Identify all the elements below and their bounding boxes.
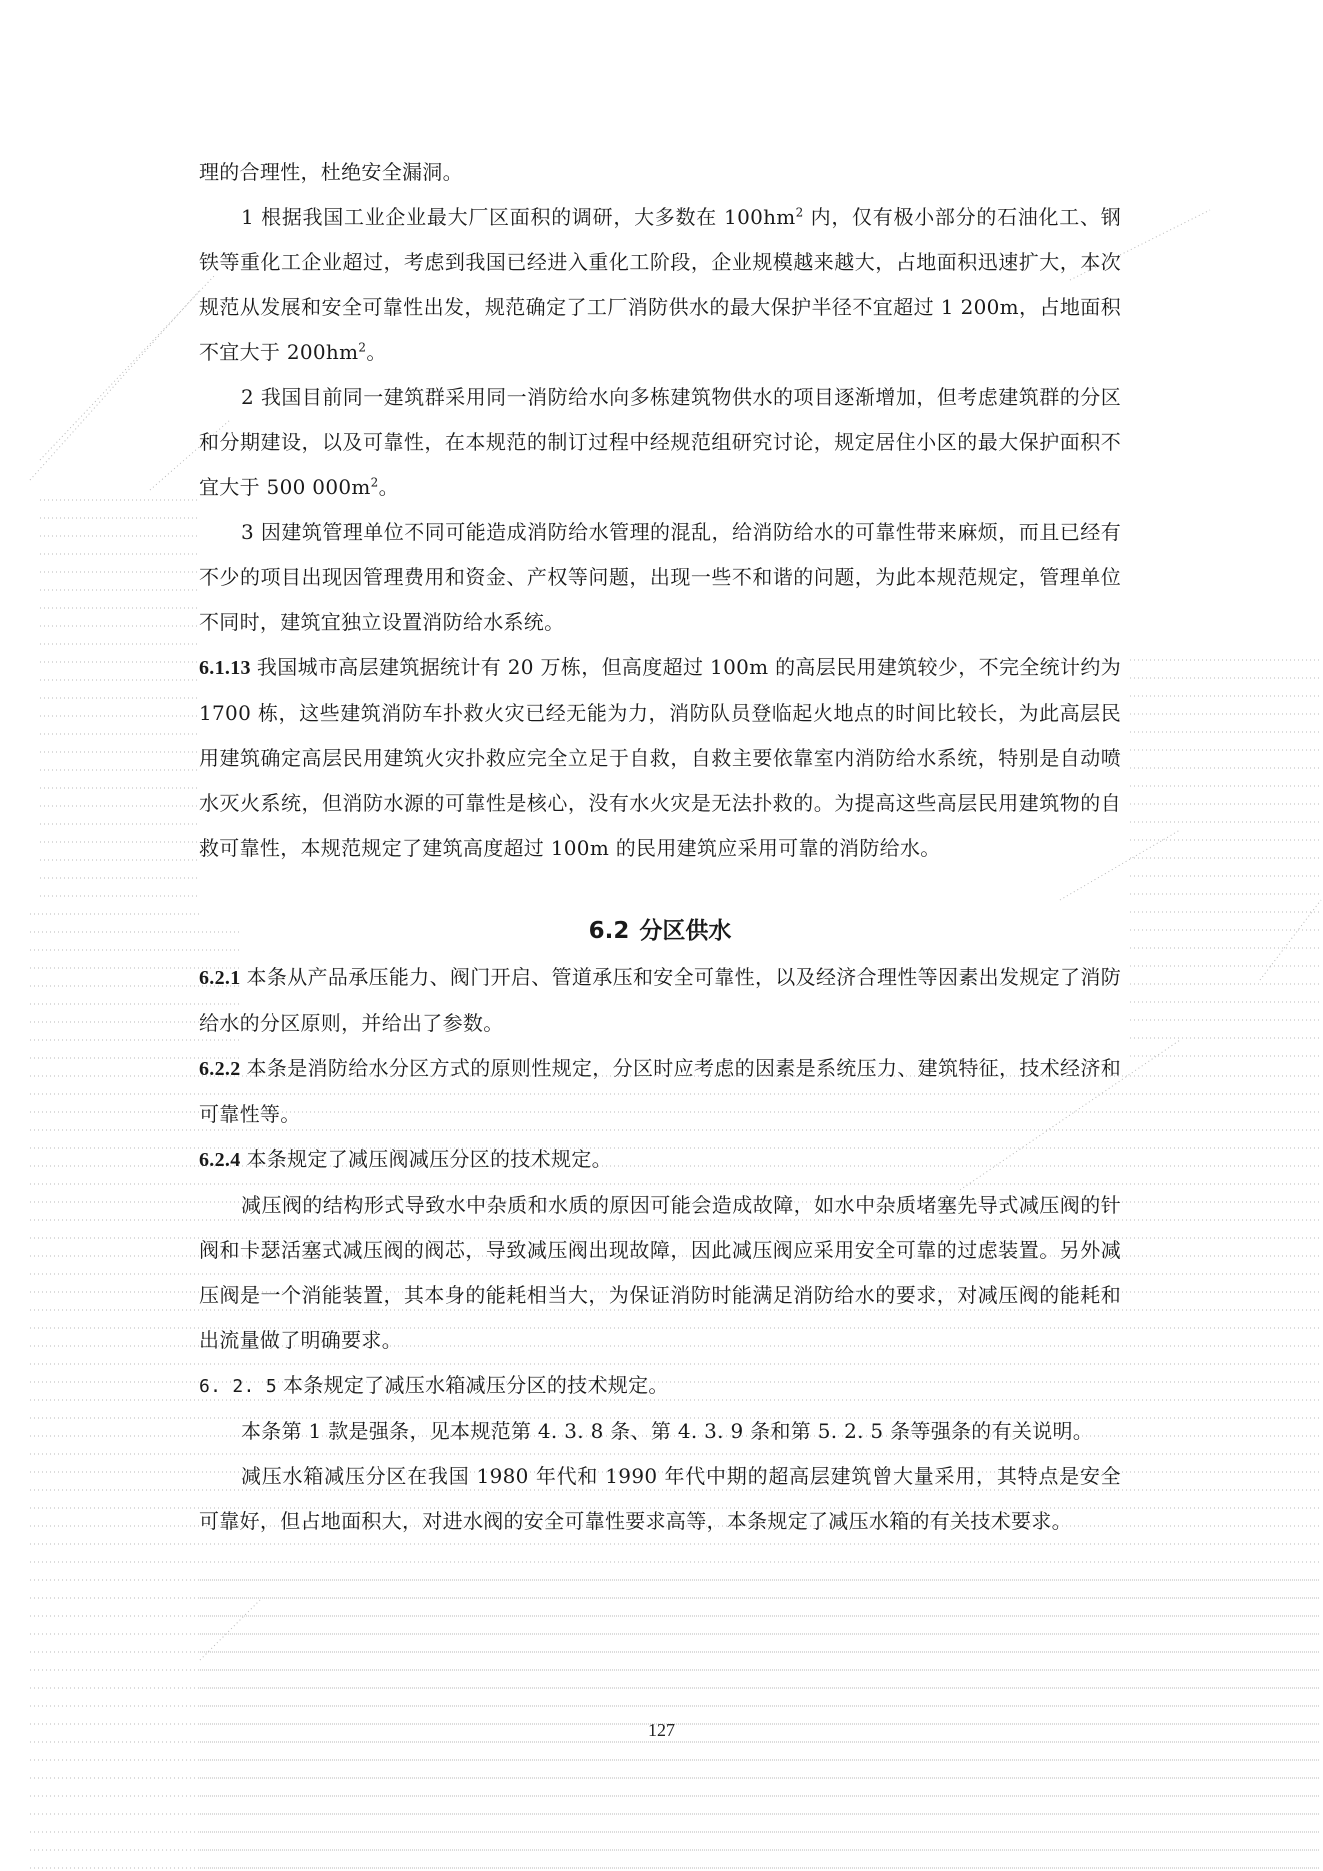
- paragraph-text: 理的合理性，杜绝安全漏洞。: [199, 160, 463, 184]
- paragraph-text: 1 根据我国工业企业最大厂区面积的调研，大多数在 100hm: [241, 205, 796, 229]
- clause-6-2-5-paragraph-1: [199, 1409, 1121, 1454]
- clause-number: 6.2.1: [199, 967, 241, 989]
- clause-6-2-4-paragraph: [199, 1183, 1121, 1363]
- scan-dotted-line: [200, 1600, 260, 1660]
- clause-number: 6.1.13: [199, 657, 251, 679]
- paragraph-text: 减压阀的结构形式导致水中杂质和水质的原因可能会造成故障，如水中杂质堵塞先导式减压阀的针阀和卡瑟活塞式减压阀的阀芯，导致减压阀出现故障，因此减压阀应采用安全可靠的过虑装置。另外减压阀是一个消能装置，其本身的能耗相当大，为保证消防时能满足消防给水的要求，对减压阀的能耗和出流量做了明确要求。: [199, 1193, 1121, 1352]
- clause-6-1-13: [199, 645, 1121, 871]
- scan-dotted-line: [40, 275, 215, 460]
- clause-6-2-5: [199, 1363, 1121, 1409]
- paragraph-item-3: [199, 510, 1121, 645]
- superscript: 2: [370, 475, 379, 490]
- clause-text: 本条从产品承压能力、阀门开启、管道承压和安全可靠性，以及经济合理性等因素出发规定了消防给水的分区原则，并给出了参数。: [199, 965, 1121, 1035]
- paragraph-text: 2 我国目前同一建筑群采用同一消防给水向多栋建筑物供水的项目逐渐增加，但考虑建筑群的分区和分期建设，以及可靠性，在本规范的制订过程中经规范组研究讨论，规定居住小区的最大保护面积不宜大于 500 000m: [199, 385, 1121, 499]
- clause-text: 我国城市高层建筑据统计有 20 万栋，但高度超过 100m 的高层民用建筑较少，不完全统计约为 1700 栋，这些建筑消防车扑救火灾已经无能为力，消防队员登临起火地点的时间比较长，为此高层民用建筑确定高层民用建筑火灾扑救应完全立足于自救，自救主要依靠室内消防给水系统，特别是自动喷水灭火系统，但消防水源的可靠性是核心，没有水火灾是无法扑救的。为提高这些高层民用建筑物的自救可靠性，本规范规定了建筑高度超过 100m 的民用建筑应采用可靠的消防给水。: [199, 655, 1121, 860]
- paragraph-item-2: [199, 375, 1121, 510]
- section-title: 分区供水: [639, 918, 732, 944]
- paragraph-text: 内，仅有极小部分的石油化工、钢铁等重化工企业超过，考虑到我国已经进入重化工阶段，企业规模越来越大，占地面积迅速扩大，本次规范从发展和安全可靠性出发，规范确定了工厂消防供水的最大保护半径不宜超过 1 200m，占地面积不宜大于 200hm: [199, 205, 1121, 364]
- paragraph-text: 3 因建筑管理单位不同可能造成消防给水管理的混乱，给消防给水的可靠性带来麻烦，而且已经有不少的项目出现因管理费用和资金、产权等问题，出现一些不和谐的问题，为此本规范规定，管理单位不同时，建筑宜独立设置消防给水系统。: [199, 520, 1121, 634]
- paragraph-text: 。: [378, 475, 399, 499]
- clause-6-2-5-paragraph-2: [199, 1454, 1121, 1544]
- paragraph-item-1: [199, 195, 1121, 375]
- document-page: [199, 150, 1121, 1544]
- clause-6-2-4: [199, 1137, 1121, 1183]
- clause-number: 6.2.2: [199, 1058, 241, 1080]
- scan-dotted-line: [1260, 900, 1321, 980]
- clause-number: 6. 2. 5: [199, 1376, 277, 1397]
- clause-number: 6.2.4: [199, 1149, 241, 1171]
- clause-6-2-2: [199, 1046, 1121, 1137]
- clause-text: 本条规定了减压阀减压分区的技术规定。: [246, 1147, 612, 1171]
- scan-dotted-line: [30, 290, 200, 480]
- clause-text: 本条是消防给水分区方式的原则性规定，分区时应考虑的因素是系统压力、建筑特征，技术经济和可靠性等。: [199, 1056, 1121, 1126]
- section-heading: [199, 909, 1121, 953]
- page-number: 127: [648, 1720, 675, 1740]
- paragraph-text: 减压水箱减压分区在我国 1980 年代和 1990 年代中期的超高层建筑曾大量采用，其特点是安全可靠好，但占地面积大，对进水阀的安全可靠性要求高等，本条规定了减压水箱的有关技术要求。: [199, 1464, 1121, 1533]
- clause-text: 本条规定了减压水箱减压分区的技术规定。: [282, 1373, 669, 1397]
- superscript: 2: [358, 340, 367, 355]
- paragraph-text: 本条第 1 款是强条，见本规范第 4. 3. 8 条、第 4. 3. 9 条和第 5. 2. 5 条等强条的有关说明。: [241, 1419, 1094, 1443]
- paragraph-continued: [199, 150, 1121, 195]
- section-number: 6.2: [588, 918, 630, 944]
- paragraph-text: 。: [366, 340, 387, 364]
- superscript: 2: [795, 205, 804, 220]
- clause-6-2-1: [199, 955, 1121, 1046]
